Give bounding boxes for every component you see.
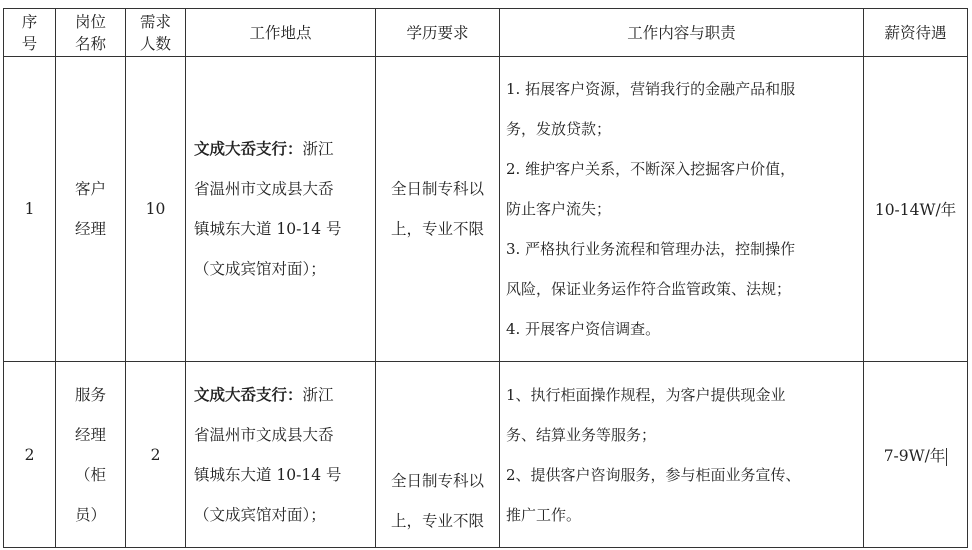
header-location: 工作地点 [186,9,376,57]
salary-cell: 10-14W/年 [864,57,968,362]
seq-cell: 2 [4,362,56,548]
location-cell: 文成大岙支行：浙江 省温州市文成县大岙 镇城东大道 10-14 号 （文成宾馆对面）； [186,57,376,362]
header-education: 学历要求 [376,9,500,57]
header-row [4,9,968,57]
count-cell: 10 [126,57,186,362]
salary-cell: 7-9W/年 [864,362,968,548]
table-row [4,362,968,548]
education-cell: 全日制专科以 上，专业不限 [376,57,500,362]
count-cell: 2 [126,362,186,548]
header-seq: 序 号 [4,9,56,57]
header-count: 需求 人数 [126,9,186,57]
recruitment-table [3,8,968,548]
table-row [4,57,968,362]
header-salary: 薪资待遇 [864,9,968,57]
seq-cell: 1 [4,57,56,362]
location-cell: 文成大岙支行：浙江 省温州市文成县大岙 镇城东大道 10-14 号 （文成宾馆对面）； [186,362,376,548]
header-duties: 工作内容与职责 [500,9,864,57]
position-cell: 服务 经理 （柜 员） [56,362,126,548]
text-cursor [946,448,947,466]
duties-cell: 1. 拓展客户资源，营销我行的金融产品和服 务，发放贷款； 2. 维护客户关系，不断深入挖掘客户价值， 防止客户流失； 3. 严格执行业务流程和管理办法，控制操作 风险，保证业务运作符合监管政策、法规； 4. 开展客户资信调查。 [500,57,864,362]
education-cell: 全日制专科以 上，专业不限 [376,362,500,548]
position-cell: 客户 经理 [56,57,126,362]
header-position: 岗位 名称 [56,9,126,57]
duties-cell: 1、执行柜面操作规程，为客户提供现金业 务、结算业务等服务； 2、提供客户咨询服务，参与柜面业务宣传、 推广工作。 [500,362,864,548]
